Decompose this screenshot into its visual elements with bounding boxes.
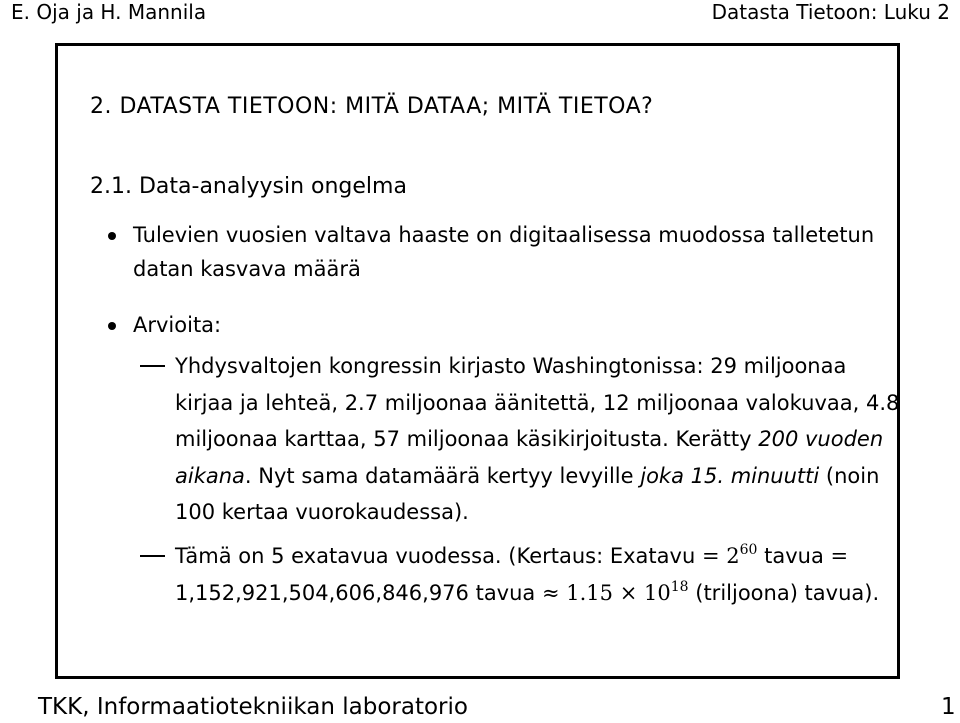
sub-item-text: [175, 538, 905, 611]
sub-text-segment: tavua: [757, 544, 831, 568]
math-symbol: 1.15: [566, 580, 614, 605]
sub-italic-segment: joka 15. minuutti: [640, 463, 820, 488]
bullet-dot: [108, 322, 116, 330]
math-symbol: 10: [644, 580, 671, 605]
sub-text-segment: Yhdysvaltojen kongressin kirjasto Washingtonissa: 29 miljoonaa kirjaa ja lehteä, 2.7 miljoonaa äänitettä, 12 miljoonaa valokuvaa, 4.8 miljoonaa karttaa, 57 miljoonaa käsikirjoitusta. Kerätty: [175, 354, 900, 451]
math-symbol: =: [701, 544, 720, 568]
math-exponent: 18: [670, 578, 689, 595]
slide-frame: [55, 43, 900, 679]
math-exponent: 60: [739, 542, 758, 558]
dash-marker: [140, 555, 165, 557]
dash-marker: [140, 365, 165, 367]
sub-text-segment: . Nyt sama datamäärä kertyy levyille: [244, 463, 641, 488]
subsection-title: 2.1. Data-analyysin ongelma: [90, 174, 407, 199]
sub-item-text: [175, 348, 905, 531]
math-symbol: =: [830, 544, 849, 568]
footer-institution: TKK, Informaatiotekniikan laboratorio: [38, 694, 468, 720]
sub-text-segment: 1,152,921,504,606,846,976 tavua: [175, 580, 542, 605]
sub-text-segment: (triljoona) tavua).: [688, 580, 880, 605]
bullet-dot: [108, 232, 116, 240]
sub-italic-segment: 200 vuoden aikana: [175, 427, 884, 488]
sub-text-segment: Tämä on 5 exatavua vuodessa. (Kertaus: Exatavu: [175, 544, 702, 568]
bullet-text: Tulevien vuosien valtava haaste on digitaalisessa muodossa talletetun datan kasvava määrä: [133, 223, 875, 281]
sub-text-segment: (noin 100 kertaa vuorokaudessa).: [175, 463, 880, 524]
bullet-text: Arvioita:: [133, 313, 222, 337]
header-course-title: Datasta Tietoon: Luku 2: [711, 0, 950, 24]
math-symbol: ×: [619, 580, 638, 605]
header-authors: E. Oja ja H. Mannila: [11, 0, 207, 24]
section-title: 2. DATASTA TIETOON: MITÄ DATAA; MITÄ TIETOA?: [90, 94, 654, 119]
math-symbol: 2: [726, 544, 740, 568]
page-number: 1: [941, 694, 956, 720]
math-symbol: ≈: [541, 580, 560, 605]
